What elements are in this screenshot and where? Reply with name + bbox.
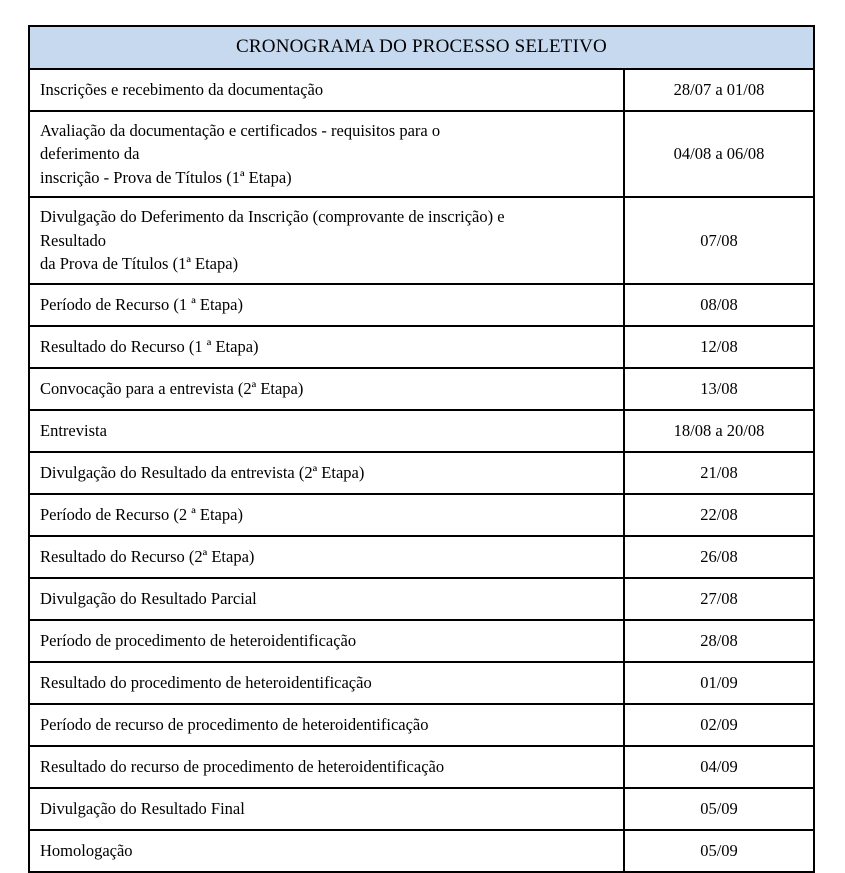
table-row [29,410,814,452]
table-row [29,746,814,788]
activity-line: Resultado do Recurso (2ª Etapa) [40,546,255,566]
activity-line: Período de recurso de procedimento de heteroidentificação [40,714,429,734]
activity-line: inscrição - Prova de Títulos (1ª Etapa) [40,167,292,187]
table-header [29,26,814,69]
table-title: CRONOGRAMA DO PROCESSO SELETIVO [29,26,814,69]
activity-line: Período de procedimento de heteroidentificação [40,630,357,650]
date-cell: 28/08 [624,620,814,662]
date-cell: 18/08 a 20/08 [624,410,814,452]
activity-cell [29,410,624,452]
activity-line: deferimento da [40,144,140,164]
table-row [29,111,814,197]
activity-line: Resultado do recurso de procedimento de heteroidentificação [40,756,445,776]
table-row [29,197,814,283]
activity-line: Convocação para a entrevista (2ª Etapa) [40,378,304,398]
activity-cell [29,69,624,111]
date-cell: 05/09 [624,830,814,872]
activity-cell [29,788,624,830]
activity-cell [29,620,624,662]
activity-line: Inscrições e recebimento da documentação [40,80,324,100]
activity-cell [29,111,624,197]
date-cell: 28/07 a 01/08 [624,69,814,111]
date-cell: 08/08 [624,284,814,326]
table-row [29,368,814,410]
table-row [29,620,814,662]
date-cell: 04/08 a 06/08 [624,111,814,197]
activity-line: Período de Recurso (1 ª Etapa) [40,294,243,314]
table-row [29,69,814,111]
table-row [29,536,814,578]
activity-line: Resultado do Recurso (1 ª Etapa) [40,336,259,356]
activity-line: Entrevista [40,420,107,440]
activity-cell [29,452,624,494]
date-cell: 05/09 [624,788,814,830]
date-cell: 21/08 [624,452,814,494]
activity-cell [29,662,624,704]
table-row [29,284,814,326]
activity-cell [29,536,624,578]
date-cell: 02/09 [624,704,814,746]
table-row [29,326,814,368]
date-cell: 22/08 [624,494,814,536]
activity-line: da Prova de Títulos (1ª Etapa) [40,254,239,274]
activity-line: Divulgação do Resultado Final [40,798,245,818]
table-row [29,662,814,704]
activity-cell [29,746,624,788]
table-title-row [29,26,814,69]
date-cell: 04/09 [624,746,814,788]
activity-line: Homologação [40,840,133,860]
table-row [29,578,814,620]
date-cell: 27/08 [624,578,814,620]
activity-cell [29,494,624,536]
activity-cell [29,284,624,326]
activity-line: Divulgação do Deferimento da Inscrição (comprovante de inscrição) e [40,207,505,227]
date-cell: 13/08 [624,368,814,410]
activity-line: Resultado [40,230,106,250]
selection-process-schedule-table [28,25,815,873]
date-cell: 26/08 [624,536,814,578]
activity-cell [29,326,624,368]
date-cell: 12/08 [624,326,814,368]
activity-line: Divulgação do Resultado Parcial [40,588,257,608]
table-row [29,704,814,746]
activity-line: Período de Recurso (2 ª Etapa) [40,504,243,524]
activity-cell [29,704,624,746]
table-row [29,788,814,830]
table-row [29,494,814,536]
activity-line: Resultado do procedimento de heteroidentificação [40,672,372,692]
activity-line: Avaliação da documentação e certificados - requisitos para o [40,121,441,140]
date-cell: 01/09 [624,662,814,704]
activity-cell [29,578,624,620]
activity-cell [29,197,624,283]
date-cell: 07/08 [624,197,814,283]
table-body [29,69,814,872]
activity-cell [29,368,624,410]
activity-line: Divulgação do Resultado da entrevista (2ª Etapa) [40,462,365,482]
table-row [29,452,814,494]
